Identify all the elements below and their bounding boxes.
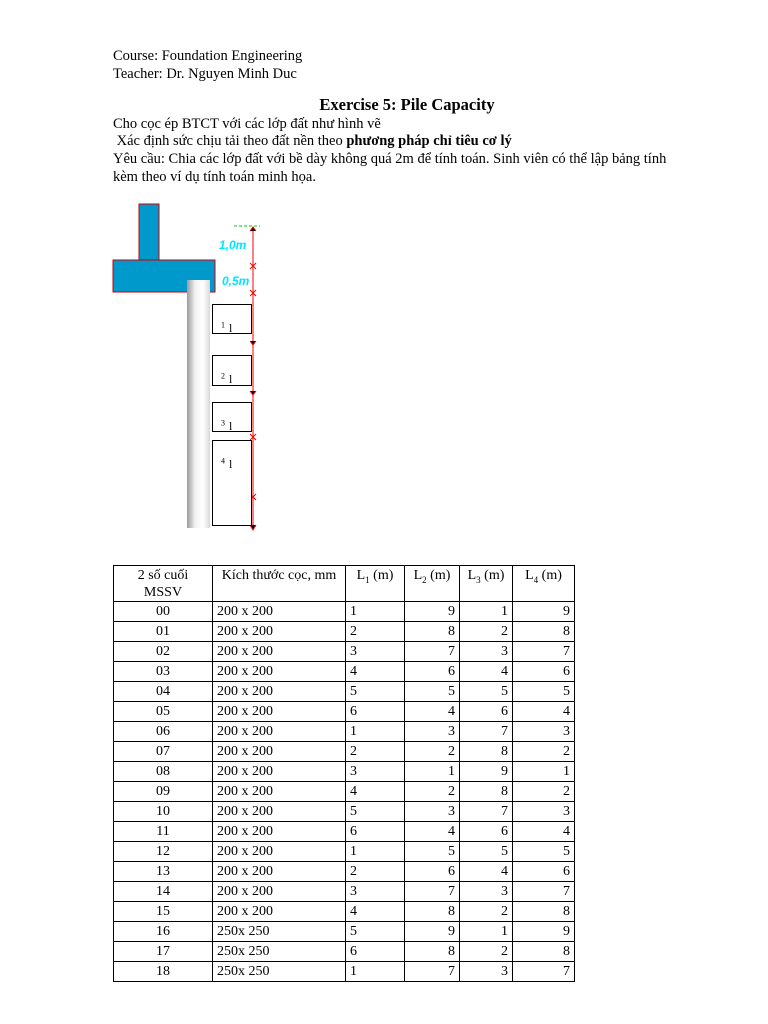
- cell-l4: 8: [513, 942, 575, 962]
- cell-l1: 1: [346, 602, 405, 622]
- table-row: [114, 882, 575, 902]
- table-row: [114, 842, 575, 862]
- cell-l2: 4: [405, 822, 460, 842]
- cell-l1: 5: [346, 922, 405, 942]
- cell-pile-size: 200 x 200: [213, 602, 346, 622]
- cell-l3: 6: [460, 702, 513, 722]
- teacher-line: Teacher: Dr. Nguyen Minh Duc: [113, 66, 297, 82]
- header-l2-unit: (m): [426, 568, 451, 583]
- table-row: [114, 902, 575, 922]
- cell-mssv: 04: [114, 682, 213, 702]
- cell-l4: 7: [513, 962, 575, 982]
- layer-4-sub: 4: [221, 456, 225, 466]
- cell-mssv: 02: [114, 642, 213, 662]
- cell-l2: 6: [405, 862, 460, 882]
- cell-pile-size: 200 x 200: [213, 722, 346, 742]
- cell-l2: 8: [405, 902, 460, 922]
- cell-l4: 3: [513, 722, 575, 742]
- cell-l4: 6: [513, 862, 575, 882]
- layer-3-sub: 3: [221, 418, 225, 428]
- intro-line-4: kèm theo ví dụ tính toán minh họa.: [113, 169, 316, 185]
- cell-l4: 7: [513, 882, 575, 902]
- pile-figure: [110, 200, 270, 535]
- cell-mssv: 05: [114, 702, 213, 722]
- cell-mssv: 18: [114, 962, 213, 982]
- cell-l4: 1: [513, 762, 575, 782]
- cell-l1: 6: [346, 822, 405, 842]
- cell-l4: 4: [513, 702, 575, 722]
- cell-l1: 3: [346, 762, 405, 782]
- intro-line-3: Yêu cầu: Chia các lớp đất với bề dày không quá 2m để tính toán. Sinh viên có thể lập bảng tính: [113, 151, 667, 167]
- cell-mssv: 03: [114, 662, 213, 682]
- cell-mssv: 17: [114, 942, 213, 962]
- cell-mssv: 10: [114, 802, 213, 822]
- cell-l1: 1: [346, 722, 405, 742]
- table-row: [114, 782, 575, 802]
- cell-mssv: 12: [114, 842, 213, 862]
- cell-l2: 9: [405, 922, 460, 942]
- tick-3: [250, 341, 256, 345]
- tick-4: [250, 391, 256, 395]
- cell-l1: 5: [346, 682, 405, 702]
- table-row: [114, 602, 575, 622]
- cell-l1: 2: [346, 862, 405, 882]
- cell-mssv: 13: [114, 862, 213, 882]
- cell-pile-size: 200 x 200: [213, 822, 346, 842]
- cell-l4: 7: [513, 642, 575, 662]
- cell-l1: 2: [346, 622, 405, 642]
- cell-l1: 3: [346, 882, 405, 902]
- cell-mssv: 00: [114, 602, 213, 622]
- cell-l3: 3: [460, 642, 513, 662]
- cell-l2: 9: [405, 602, 460, 622]
- header-l4-unit: (m): [538, 568, 562, 583]
- cell-l1: 4: [346, 902, 405, 922]
- course-line: Course: Foundation Engineering: [113, 48, 303, 64]
- cell-pile-size: 200 x 200: [213, 782, 346, 802]
- cell-l1: 1: [346, 962, 405, 982]
- layer-2-sub: 2: [221, 371, 225, 381]
- cell-pile-size: 200 x 200: [213, 622, 346, 642]
- table-row: [114, 662, 575, 682]
- layer-4-letter: l: [229, 457, 233, 471]
- layer-box-2: [212, 355, 252, 386]
- cell-l2: 7: [405, 882, 460, 902]
- layer-box-4: [212, 440, 252, 526]
- cell-mssv: 01: [114, 622, 213, 642]
- header-l1-unit: (m): [369, 568, 394, 583]
- table-row: [114, 642, 575, 662]
- layer-1-sub: 1: [221, 320, 225, 330]
- cell-l4: 4: [513, 822, 575, 842]
- table-row: [114, 622, 575, 642]
- table-row: [114, 702, 575, 722]
- cell-l4: 9: [513, 922, 575, 942]
- cell-l4: 6: [513, 662, 575, 682]
- cell-l2: 8: [405, 942, 460, 962]
- cell-l3: 3: [460, 962, 513, 982]
- header-l2-main: L: [413, 568, 423, 583]
- cell-l2: 7: [405, 642, 460, 662]
- dim-1m: 1,0m: [219, 238, 247, 252]
- cell-l3: 1: [460, 602, 513, 622]
- cell-l3: 3: [460, 882, 513, 902]
- table-row: [114, 722, 575, 742]
- intro-line-2: [113, 133, 512, 150]
- cell-l3: 2: [460, 622, 513, 642]
- method-name: phương pháp chỉ tiêu cơ lý: [346, 133, 512, 149]
- cell-l3: 9: [460, 762, 513, 782]
- cell-l4: 9: [513, 602, 575, 622]
- intro-line-1: Cho cọc ép BTCT với các lớp đất như hình vẽ: [113, 116, 381, 132]
- cell-l1: 1: [346, 842, 405, 862]
- header-l1: [346, 566, 405, 602]
- cell-l3: 8: [460, 742, 513, 762]
- cell-pile-size: 250x 250: [213, 922, 346, 942]
- cell-l1: 2: [346, 742, 405, 762]
- cell-l2: 2: [405, 782, 460, 802]
- cell-l2: 3: [405, 802, 460, 822]
- header-l4-sub: 4: [533, 574, 539, 585]
- cell-l2: 4: [405, 702, 460, 722]
- table-row: [114, 822, 575, 842]
- pile-shaft: [187, 280, 210, 528]
- cell-pile-size: 200 x 200: [213, 882, 346, 902]
- cell-pile-size: 250x 250: [213, 962, 346, 982]
- cell-l2: 6: [405, 662, 460, 682]
- dim-05m: 0,5m: [222, 274, 250, 288]
- cell-l1: 6: [346, 702, 405, 722]
- cell-l2: 7: [405, 962, 460, 982]
- table-row: [114, 922, 575, 942]
- table-row: [114, 802, 575, 822]
- cell-pile-size: 200 x 200: [213, 662, 346, 682]
- cell-pile-size: 200 x 200: [213, 802, 346, 822]
- cell-l1: 4: [346, 782, 405, 802]
- header-l3-unit: (m): [480, 568, 505, 583]
- cell-l4: 2: [513, 742, 575, 762]
- cell-l3: 7: [460, 802, 513, 822]
- column: [139, 204, 159, 262]
- cell-l3: 1: [460, 922, 513, 942]
- table-row: [114, 742, 575, 762]
- cell-l4: 3: [513, 802, 575, 822]
- layer-box-1: [212, 304, 252, 334]
- cell-l1: 5: [346, 802, 405, 822]
- cell-mssv: 08: [114, 762, 213, 782]
- cell-l2: 3: [405, 722, 460, 742]
- cell-l4: 8: [513, 622, 575, 642]
- table-row: [114, 942, 575, 962]
- table-row: [114, 862, 575, 882]
- pile-data-table: [113, 565, 575, 982]
- cell-pile-size: 200 x 200: [213, 742, 346, 762]
- cell-mssv: 11: [114, 822, 213, 842]
- cell-l2: 2: [405, 742, 460, 762]
- cell-l4: 2: [513, 782, 575, 802]
- cell-mssv: 06: [114, 722, 213, 742]
- cell-l2: 5: [405, 842, 460, 862]
- cell-mssv: 09: [114, 782, 213, 802]
- cell-mssv: 14: [114, 882, 213, 902]
- cell-pile-size: 200 x 200: [213, 862, 346, 882]
- cell-l1: 3: [346, 642, 405, 662]
- cell-mssv: 16: [114, 922, 213, 942]
- layer-1-letter: l: [229, 321, 233, 335]
- table-body: [114, 602, 575, 982]
- cell-l1: 6: [346, 942, 405, 962]
- cell-l3: 2: [460, 902, 513, 922]
- layer-2-letter: l: [229, 372, 233, 386]
- cell-mssv: 15: [114, 902, 213, 922]
- table-header-row: [114, 566, 575, 602]
- cell-l3: 6: [460, 822, 513, 842]
- cell-pile-size: 200 x 200: [213, 682, 346, 702]
- header-pile-size: Kích thước cọc, mm: [213, 566, 346, 602]
- cell-l1: 4: [346, 662, 405, 682]
- header-l4-main: L: [525, 568, 534, 583]
- cell-mssv: 07: [114, 742, 213, 762]
- cell-l2: 1: [405, 762, 460, 782]
- page-title: Exercise 5: Pile Capacity: [319, 95, 495, 114]
- header-l2: [405, 566, 460, 602]
- header-l1-sub: 1: [365, 574, 370, 585]
- cell-l3: 4: [460, 862, 513, 882]
- cell-pile-size: 250x 250: [213, 942, 346, 962]
- cell-pile-size: 200 x 200: [213, 642, 346, 662]
- cell-pile-size: 200 x 200: [213, 842, 346, 862]
- cell-l3: 4: [460, 662, 513, 682]
- cell-l3: 5: [460, 682, 513, 702]
- cell-l3: 5: [460, 842, 513, 862]
- header-mssv: 2 số cuối MSSV: [114, 566, 213, 602]
- header-l1-main: L: [356, 568, 366, 583]
- layer-3-letter: l: [229, 419, 233, 433]
- table-row: [114, 682, 575, 702]
- intro-line-2-prefix: Xác định sức chịu tải theo đất nền theo: [113, 133, 347, 149]
- cell-l3: 7: [460, 722, 513, 742]
- cell-l4: 5: [513, 682, 575, 702]
- cell-pile-size: 200 x 200: [213, 702, 346, 722]
- header-l2-sub: 2: [422, 574, 427, 585]
- header-l3-sub: 3: [476, 574, 481, 585]
- cell-pile-size: 200 x 200: [213, 762, 346, 782]
- cell-l2: 5: [405, 682, 460, 702]
- cell-l2: 8: [405, 622, 460, 642]
- cell-l3: 2: [460, 942, 513, 962]
- cell-pile-size: 200 x 200: [213, 902, 346, 922]
- header-l4: [513, 566, 575, 602]
- table-row: [114, 762, 575, 782]
- tick-top: [250, 227, 256, 231]
- cell-l4: 5: [513, 842, 575, 862]
- cell-l3: 8: [460, 782, 513, 802]
- cell-l4: 8: [513, 902, 575, 922]
- header-l3-main: L: [467, 568, 477, 583]
- layer-box-3: [212, 402, 252, 432]
- table-row: [114, 962, 575, 982]
- header-l3: [460, 566, 513, 602]
